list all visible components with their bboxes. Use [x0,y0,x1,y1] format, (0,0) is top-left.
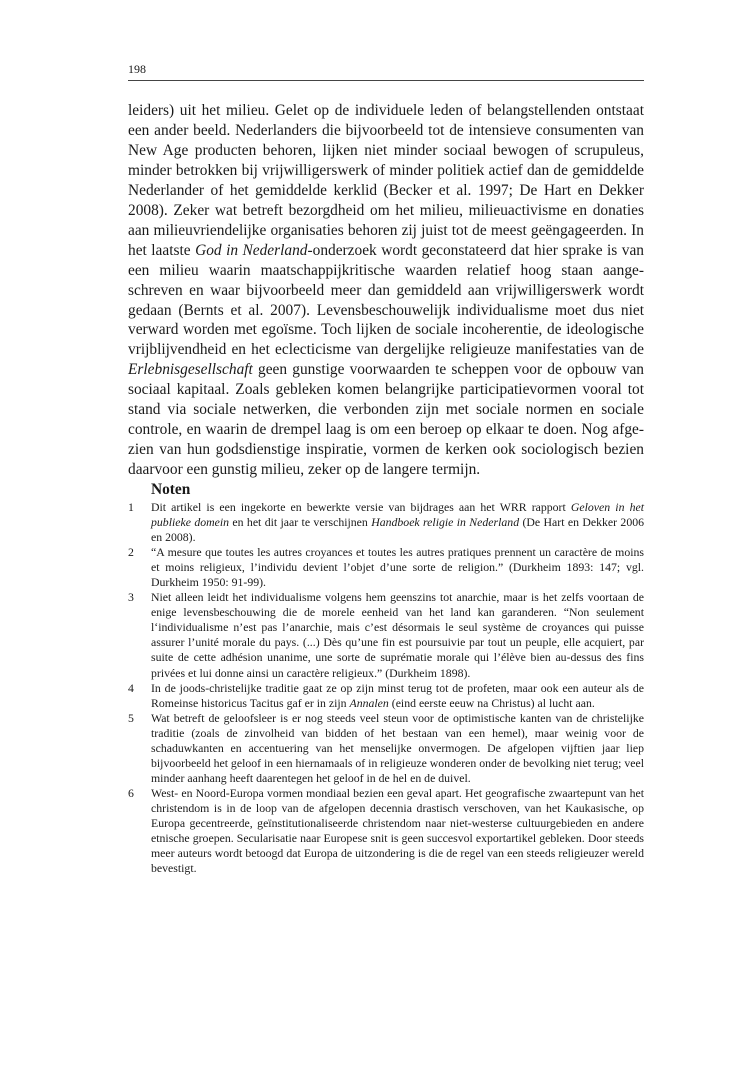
note-item [128,711,644,786]
note-text: “A mesure que toutes les autres croyances et toutes les autres pratiques prennent un caractère de moins et moins religieux, l’individu devient l’objet d’une sorte de religion.” (Durkheim 1893: 147; vgl. Durkheim 1950: 91-99). [151,545,644,590]
note-text-segment: (eind eerste eeuw na Christus) al lucht aan. [388,695,595,710]
note-text: Niet alleen leidt het individualisme volgens hem geenszins tot anarchie, maar is het zelfs voortaan de enige levensbeschouwing die de morele eenheid van het land kan garanderen. “Non seulement l‘individualisme n’est pas l’anarchie, mais c’est désormais le seul système de croyances qui puisse assurer l’unité morale du pays. (...) Dès qu’une fin est poursuivie par tout un peuple, elle acquiert, par suite de cette adhésion unanime, une sorte de suprématie morale qui l’élève bien au-dessus des fins privées et lui donne ainsi un caractère religieux.” (Durkheim 1898). [151,590,644,680]
note-item [128,500,644,545]
note-title-geloven: Geloven in het publieke domein [151,500,644,530]
body-text-title-god-in-nederland: God in Nederland [195,241,308,259]
notes-heading: Noten [151,481,191,498]
note-number: 1 [128,500,134,514]
note-title-annalen: Annalen [349,695,389,710]
note-item [128,545,644,590]
body-paragraph [128,101,644,480]
note-item [128,590,644,680]
body-text-segment: geen gunstige voorwaarden te scheppen voor de opbouw van sociaal kapitaal. Zoals gebleken komen belangrijke participatievormen vooral tot stand via sociale netwerken, die verbonden zijn met sociale normen en sociale controle, en waarin de drempel laag is om een beroep op elkaar te doen. Nog afgezien van hun godsdienstige inspiratie, vormen de kerken ook sociologisch bezien daarvoor een gunstig milieu, zeker op de langere termijn. [128,361,644,479]
body-text-segment: -onderzoek wordt geconstateerd dat hier sprake is van een milieu waarin maatschappijkritische waarden relatief hoog staan aangeschreven en waar bijvoorbeeld meer dan gemiddeld aan vrijwilligerswerk wordt gedaan (Bernts et al. 2007). Levensbeschouwelijk individualisme moet dus niet verward worden met egoïsme. Toch lijken de sociale incoherentie, de ideologische vrijblijvendheid en het eclecticisme van dergelijke religieuze manifestaties van de [128,241,644,359]
note-number: 2 [128,545,134,560]
note-item [128,786,644,876]
note-number: 5 [128,710,134,725]
header-rule [128,80,644,81]
note-item [128,681,644,711]
body-text-segment: leiders) uit het milieu. Gelet op de individuele leden of belangstellenden ontstaat een ander beeld. Nederlanders die bijvoorbeeld tot de intensieve consumenten van New Age producten behoren, lijken niet minder sociaal bewogen of scrupuleus, minder betrokken bij vrijwilligerswerk of minder politiek actief dan de gemiddelde Nederlander of het gemiddelde kerklid (Becker et al. 1997; De Hart en Dekker 2008). Zeker wat betreft bezorgdheid om het milieu, milieuactivisme en donaties aan milieuvriendelijke organisaties behoren zij juist tot de meest geëngageerden. In het laatste [128,102,644,259]
note-number: 6 [128,785,134,800]
note-text-segment: In de joods-christelijke traditie gaat ze op zijn minst terug tot de profeten, maar ook een auteur als de Romeinse historicus Tacitus gaf er in zijn [151,680,644,710]
note-text-segment: en het dit jaar te verschijnen [229,515,372,530]
note-number: 3 [128,590,134,605]
note-text: Wat betreft de geloofsleer is er nog steeds veel steun voor de optimistische kanten van de christelijke traditie (zoals de zinvolheid van bidden of het bestaan van een hemel), maar weinig voor de schaduwkanten en accentuering van het menselijke onvermogen. De afgelopen vijftien jaar liep bijvoorbeeld het geloof in een hiernamaals of in religieuze wonderen onder de bevolking niet terug; veel minder aanhang heeft daarentegen het geloof in de hel en de duivel. [151,710,644,785]
note-text [151,500,644,544]
note-text [151,681,644,710]
page-number: 198 [128,62,146,76]
note-text-segment: (De Hart en Dekker 2006 en 2008). [151,515,645,545]
note-text-segment: Dit artikel is een ingekorte en bewerkte versie van bijdrages aan het WRR rapport [151,500,571,514]
note-number: 4 [128,680,134,695]
note-title-handboek: Handboek religie in Nederland [371,515,520,530]
note-text: West- en Noord-Europa vormen mondiaal bezien een geval apart. Het geografische zwaartepunt van het christendom is in de loop van de afgelopen decennia drastisch verschoven, van het Kaukasische, op Europa gecentreerde, geïnstitutionaliseerde christendom naar niet-westerse cultuurgebieden en andere etnische groepen. Secularisatie naar Europese snit is geen succesvol exportartikel gebleken. Door steeds meer auteurs wordt betoogd dat Europa de uitzondering is die de regel van een steeds religieuzer wereld bevestigt. [151,785,644,876]
notes-list [128,500,644,876]
body-text-term-erlebnisgesellschaft: Erlebnisgesellschaft [128,361,253,379]
